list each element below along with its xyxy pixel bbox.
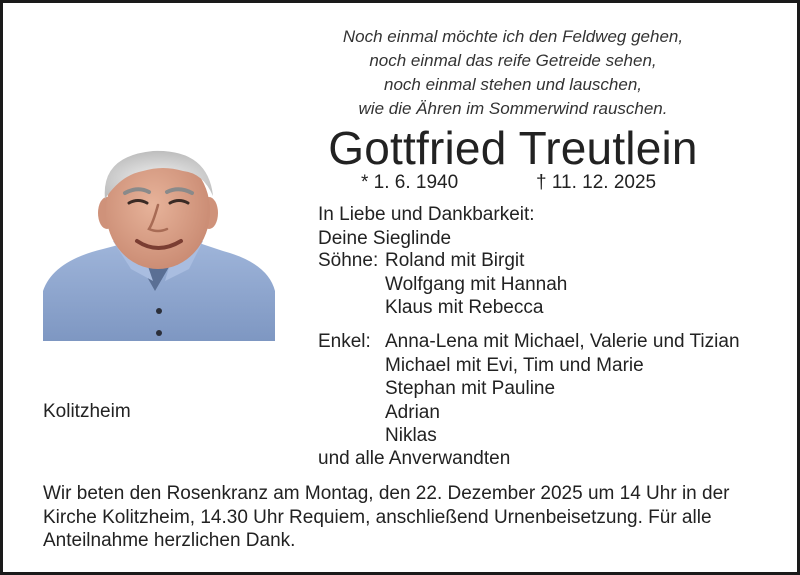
grandchild-entry: Stephan mit Pauline <box>385 378 556 399</box>
memorial-poem <box>303 25 723 121</box>
poem-line: noch einmal stehen und lauschen, <box>383 75 642 94</box>
grandchild-entry: Niklas <box>385 425 437 446</box>
sons-label: Söhne: <box>318 250 379 271</box>
spouse-line: Deine Sieglinde <box>318 227 452 249</box>
service-notice: Wir beten den Rosenkranz am Montag, den 22. Dezember 2025 um 14 Uhr in der Kirche Kolitzheim, 14.30 Uhr Requiem, anschließend Urnenbeisetzung. Für alle Anteilnahme herzlichen Dank. <box>43 483 730 551</box>
portrait-photo <box>43 141 275 341</box>
grandchild-entry: Anna-Lena mit Michael, Valerie und Tizian <box>385 331 740 352</box>
place-name: Kolitzheim <box>43 401 131 422</box>
son-entry: Wolfgang mit Hannah <box>385 273 568 295</box>
grandchild-entry: Michael mit Evi, Tim und Marie <box>385 354 644 376</box>
birth-date: * 1. 6. 1940 <box>361 172 459 193</box>
grandchild-entry: Adrian <box>385 401 440 423</box>
grandchildren-list <box>385 330 740 448</box>
son-entry: Klaus mit Rebecca <box>385 297 544 318</box>
son-entry: Roland mit Birgit <box>385 250 525 271</box>
mourners-intro <box>318 203 535 250</box>
death-date: † 11. 12. 2025 <box>536 172 657 193</box>
poem-line: noch einmal das reife Getreide sehen, <box>369 51 657 70</box>
poem-line: wie die Ähren im Sommerwind rauschen. <box>358 99 668 118</box>
relatives-line: und alle Anverwandten <box>318 448 511 469</box>
sons-list <box>385 249 567 320</box>
deceased-name: Gottfried Treutlein <box>328 122 698 174</box>
intro-line: In Liebe und Dankbarkeit: <box>318 204 535 225</box>
grandchildren-label: Enkel: <box>318 331 371 352</box>
poem-line: Noch einmal möchte ich den Feldweg gehen, <box>342 27 684 46</box>
portrait-illustration <box>43 141 275 341</box>
